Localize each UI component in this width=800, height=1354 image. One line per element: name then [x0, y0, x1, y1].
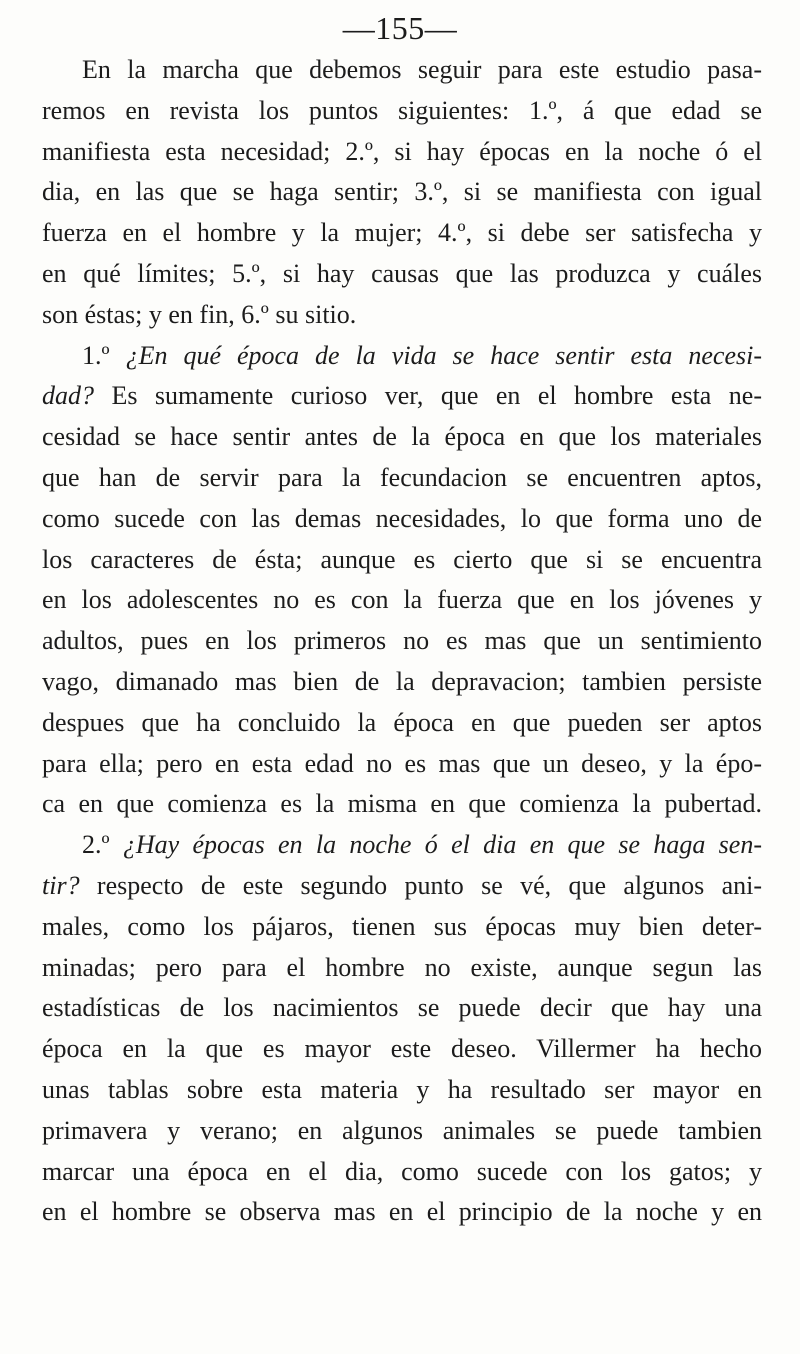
- text-line: minadas; pero para el hombre no existe, aunque segun las: [42, 952, 762, 982]
- text-line: son éstas; y en fin, 6.º su sitio.: [42, 299, 357, 329]
- text-line: cesidad se hace sentir antes de la época en que los materiales: [42, 422, 762, 452]
- text-line: los caracteres de ésta; aunque es cierto que si se encuentra: [42, 544, 762, 574]
- text-line: en qué límites; 5.º, si hay causas que las produzca y cuáles: [42, 258, 762, 288]
- text-line: que han de servir para la fecundacion se encuentren aptos,: [42, 462, 762, 492]
- text-line: ca en que comienza es la misma en que comienza la pubertad.: [42, 789, 762, 819]
- section-question: ¿Hay épocas en la noche ó el dia en que se haga sen-: [122, 830, 762, 860]
- text-line: dia, en las que se haga sentir; 3.º, si se manifiesta con igual: [42, 177, 762, 207]
- text-line: [42, 866, 762, 907]
- text-line: fuerza en el hombre y la mujer; 4.º, si debe ser satisfecha y: [42, 218, 762, 248]
- text-line: adultos, pues en los primeros no es mas que un sentimiento: [42, 626, 762, 656]
- text-line: en el hombre se observa mas en el principio de la noche y en: [42, 1197, 762, 1227]
- text-line: primavera y verano; en algunos animales se puede tambien: [42, 1115, 762, 1145]
- text-line: época en la que es mayor este deseo. Villermer ha hecho: [42, 1034, 762, 1064]
- text-line: como sucede con las demas necesidades, lo que forma uno de: [42, 503, 762, 533]
- text-line: marcar una época en el dia, como sucede con los gatos; y: [42, 1156, 762, 1186]
- text-line: remos en revista los puntos siguientes: 1.º, á que edad se: [42, 95, 762, 125]
- text-run: respecto de este segundo punto se vé, que algunos ani-: [79, 870, 762, 900]
- section-question-cont: tir?: [42, 870, 80, 900]
- section-question: ¿En qué época de la vida se hace sentir esta necesi-: [125, 340, 762, 370]
- text-line: unas tablas sobre esta materia y ha resultado ser mayor en: [42, 1074, 762, 1104]
- text-line: [42, 376, 762, 417]
- text-line: despues que ha concluido la época en que pueden ser aptos: [42, 707, 762, 737]
- section-heading-line: [42, 336, 762, 377]
- text-line: males, como los pájaros, tienen sus épocas muy bien deter-: [42, 911, 762, 941]
- page-number: —155—: [342, 10, 458, 46]
- text-line: estadísticas de los nacimientos se puede decir que hay una: [42, 993, 762, 1023]
- text-line: En la marcha que debemos seguir para este estudio pasa-: [82, 55, 762, 84]
- section-number: 1.º: [82, 340, 110, 370]
- text-line: en los adolescentes no es con la fuerza que en los jóvenes y: [42, 585, 762, 615]
- section-heading-line: [42, 825, 762, 866]
- text-line: vago, dimanado mas bien de la depravacion; tambien persiste: [42, 666, 762, 696]
- text-line: manifiesta esta necesidad; 2.º, si hay épocas en la noche ó el: [42, 136, 762, 166]
- text-run: Es sumamente curioso ver, que en el hombre esta ne-: [94, 381, 762, 411]
- body-text: [42, 50, 762, 1233]
- section-question-cont: dad?: [42, 381, 94, 411]
- text-line: para ella; pero en esta edad no es mas que un deseo, y la épo-: [42, 748, 762, 778]
- section-number: 2.º: [82, 830, 110, 860]
